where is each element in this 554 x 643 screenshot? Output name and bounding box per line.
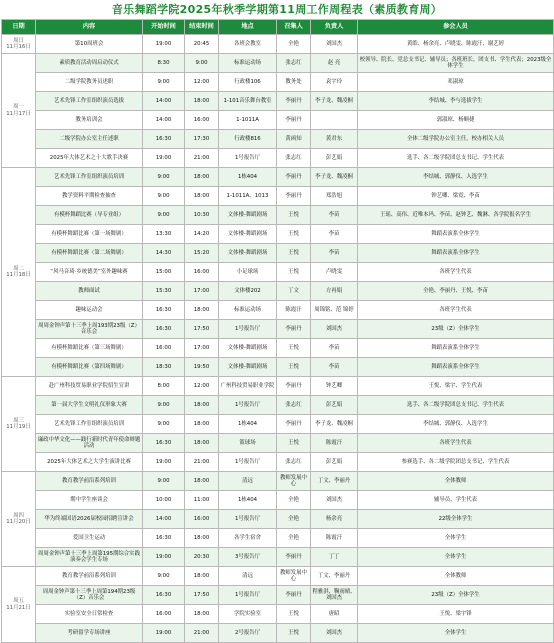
person-in-charge-cell: 郑浩旭 — [311, 187, 358, 206]
person-in-charge-cell: 杨余亮 — [311, 510, 358, 529]
event-content-cell: 教师面试 — [36, 282, 143, 301]
convener-cell: 教务处 — [277, 73, 311, 92]
person-in-charge-cell: 彭艺娟 — [311, 396, 358, 415]
attendees-cell: 全体学生 — [358, 548, 554, 567]
start-time-cell: 14:00 — [143, 111, 185, 130]
start-time-cell: 9:00 — [143, 567, 185, 586]
attendees-cell: 各班学生代表 — [358, 301, 554, 320]
person-in-charge-cell: 李苗 — [311, 358, 358, 377]
end-time-cell: 19:50 — [185, 358, 219, 377]
event-content-cell: 有模杯舞蹈比赛（第四场舞剧） — [36, 358, 143, 377]
start-time-cell: 16:00 — [143, 605, 185, 624]
attendees-cell: 各班学生代表 — [358, 434, 554, 453]
attendees-cell: 李结城、郭静仪、入选学生 — [358, 415, 554, 434]
start-time-cell: 19:00 — [143, 548, 185, 567]
start-time-cell: 14:00 — [143, 92, 185, 111]
table-row — [2, 396, 554, 415]
location-cell: 1-1011A — [219, 111, 277, 130]
schedule-body — [2, 35, 554, 643]
start-time-cell: 14:30 — [143, 244, 185, 263]
person-in-charge-cell: 李子龙、魏凌桐 — [311, 92, 358, 111]
location-cell: 标准运动场 — [219, 54, 277, 73]
attendees-cell: 舞蹈表演系全体学生 — [358, 358, 554, 377]
event-content-cell: 赴广州科技贸易职业学院招生宣讲 — [36, 377, 143, 396]
start-time-cell: 19:00 — [143, 35, 185, 54]
start-time-cell: 9:00 — [143, 206, 185, 225]
day-label: 周日 11月16日 — [2, 35, 36, 54]
attendees-cell: 邓淑琼 — [358, 73, 554, 92]
start-time-cell: 16:30 — [143, 320, 185, 339]
convener-cell: 李丽丹 — [277, 168, 311, 187]
convener-cell: 教师发展中心 — [277, 472, 311, 491]
table-row — [2, 35, 554, 54]
start-time-cell: 16:00 — [143, 339, 185, 358]
day-label: 周二 11月18日 — [2, 168, 36, 377]
attendees-cell: 舞蹈表演系全体学生 — [358, 244, 554, 263]
start-time-cell: 19:00 — [143, 149, 185, 168]
start-time-cell: 15:30 — [143, 282, 185, 301]
location-cell: 行政楼106 — [219, 73, 277, 92]
end-time-cell: 12:00 — [185, 73, 219, 92]
person-in-charge-cell: 陈霞汗 — [311, 434, 358, 453]
end-time-cell: 18:00 — [185, 187, 219, 206]
start-time-cell: 16:30 — [143, 130, 185, 149]
location-cell: 1栋404 — [219, 415, 277, 434]
event-content-cell: 华为终端国语2026届校园招聘宣讲会 — [36, 510, 143, 529]
table-row — [2, 529, 554, 548]
table-row — [2, 130, 554, 149]
event-content-cell: 教育教学前沿系列培训 — [36, 567, 143, 586]
end-time-cell: 20:30 — [185, 548, 219, 567]
convener-cell: 李丽丹 — [277, 320, 311, 339]
start-time-cell: 16:30 — [143, 586, 185, 605]
end-time-cell: 17:00 — [185, 282, 219, 301]
attendees-cell: 王悦、梁宇、学生代表 — [358, 377, 554, 396]
attendees-cell: 辅导员、学生代表 — [358, 491, 554, 510]
day-label: 周四 11月20日 — [2, 472, 36, 567]
convener-cell: 王悦 — [277, 263, 311, 282]
location-cell: 2号报告厅 — [219, 624, 277, 643]
person-in-charge-cell: 刘国杰 — [311, 624, 358, 643]
event-content-cell: 艺术先锋工作室组织演员培训 — [36, 415, 143, 434]
event-content-cell: 2025年大体艺术之大学生演讲比赛 — [36, 453, 143, 472]
day-label: 周五 11月21日 — [2, 567, 36, 643]
attendees-cell: 舞蹈表演系全体学生 — [358, 339, 554, 358]
location-cell: 文体楼-舞蹈剧场 — [219, 358, 277, 377]
event-content-cell: 教学资料平期检查抽查 — [36, 187, 143, 206]
start-time-cell: 13:30 — [143, 225, 185, 244]
person-in-charge-cell: 程雅淇、鞠雨晴、刘国杰 — [311, 586, 358, 605]
location-cell: 文体楼-舞蹈剧场 — [219, 225, 277, 244]
table-row — [2, 187, 554, 206]
table-row — [2, 453, 554, 472]
start-time-cell: 9:00 — [143, 187, 185, 206]
location-cell: 小足球场 — [219, 263, 277, 282]
table-row — [2, 73, 554, 92]
person-in-charge-cell: 赵 亮 — [311, 54, 358, 73]
day-label: 周三 11月19日 — [2, 377, 36, 472]
person-in-charge-cell: 李子龙、魏凌桐 — [311, 168, 358, 187]
end-time-cell: 21:00 — [185, 149, 219, 168]
convener-cell: 李丽丹 — [277, 187, 311, 206]
end-time-cell: 16:00 — [185, 263, 219, 282]
end-time-cell: 18:00 — [185, 415, 219, 434]
person-in-charge-cell: 卢晓雯 — [311, 263, 358, 282]
end-time-cell: 16:00 — [185, 510, 219, 529]
person-in-charge-cell: 唐昭 — [311, 605, 358, 624]
convener-cell: 王悦 — [277, 206, 311, 225]
location-cell: 1-101音乐舞台教室 — [219, 92, 277, 111]
end-time-cell: 15:20 — [185, 244, 219, 263]
location-cell: 各学生宿舍 — [219, 529, 277, 548]
location-cell: 1号报告厅 — [219, 586, 277, 605]
start-time-cell: 9:00 — [143, 415, 185, 434]
attendees-cell: 李结城、李与选拔学生 — [358, 92, 554, 111]
convener-cell: 王悦 — [277, 605, 311, 624]
event-content-cell: 实验室安全日常检查 — [36, 605, 143, 624]
person-in-charge-cell: 李苗 — [311, 225, 358, 244]
start-time-cell: 16:30 — [143, 529, 185, 548]
table-row — [2, 206, 554, 225]
event-content-cell: 周周金钟声第十三季上周第194期23级（Z）音乐会 — [36, 586, 143, 605]
table-row — [2, 54, 554, 73]
table-row — [2, 510, 554, 529]
end-time-cell: 18:00 — [185, 92, 219, 111]
start-time-cell: 8:30 — [143, 54, 185, 73]
attendees-cell: 郭淑琼、杨顺捷 — [358, 111, 554, 130]
attendees-cell: 全艳、李丽丹、王悦、李苗 — [358, 282, 554, 301]
end-time-cell: 16:00 — [185, 111, 219, 130]
convener-cell: 全艳 — [277, 510, 311, 529]
table-row — [2, 605, 554, 624]
header-end-time: 结束时间 — [185, 20, 219, 35]
event-content-cell: 期中学生座谈会 — [36, 491, 143, 510]
event-content-cell: 第10周班会 — [36, 35, 143, 54]
event-content-cell: “风马音琦·乡统德美”室外趣味赛 — [36, 263, 143, 282]
location-cell: 1号报告厅 — [219, 149, 277, 168]
header-attendees: 参会人员 — [358, 20, 554, 35]
table-row — [2, 244, 554, 263]
header-content: 内容 — [36, 20, 143, 35]
end-time-cell: 18:00 — [185, 434, 219, 453]
end-time-cell: 18:00 — [185, 168, 219, 187]
location-cell: 1栋404 — [219, 491, 277, 510]
convener-cell: 教师发展中心 — [277, 567, 311, 586]
person-in-charge-cell: 钟艺卿 — [311, 377, 358, 396]
end-time-cell: 11:00 — [185, 491, 219, 510]
person-in-charge-cell: 陈霞汗 — [311, 529, 358, 548]
convener-cell: 王悦 — [277, 624, 311, 643]
convener-cell: 李丽丹 — [277, 548, 311, 567]
end-time-cell: 12:00 — [185, 377, 219, 396]
table-row — [2, 548, 554, 567]
person-in-charge-cell: 李苗 — [311, 339, 358, 358]
location-cell: 1-1011A、1013 — [219, 187, 277, 206]
start-time-cell: 18:30 — [143, 358, 185, 377]
person-in-charge-cell — [311, 111, 358, 130]
table-row — [2, 339, 554, 358]
attendees-cell: 钟艺卿、梁霓、李苗 — [358, 187, 554, 206]
attendees-cell: 李结城、郭静仪、入选学生 — [358, 168, 554, 187]
end-time-cell: 18:00 — [185, 605, 219, 624]
table-row — [2, 624, 554, 643]
start-time-cell: 16:30 — [143, 434, 185, 453]
event-content-cell: 教育教学前沿系列培训 — [36, 472, 143, 491]
table-row — [2, 225, 554, 244]
attendees-cell: 王悦、梁宇锋 — [358, 605, 554, 624]
event-content-cell: 二级学院办公室主任述职 — [36, 130, 143, 149]
attendees-cell: 22级全体学生 — [358, 510, 554, 529]
table-row — [2, 415, 554, 434]
attendees-cell: 全体二级学院办公室主任，校办相关人员 — [358, 130, 554, 149]
attendees-cell: 全体教师 — [358, 567, 554, 586]
event-content-cell: 2025年大体艺术之十大歌手决赛 — [36, 149, 143, 168]
location-cell: 文体楼202 — [219, 282, 277, 301]
attendees-cell: 参赛选手、各二级学院团总支书记、学生代表 — [358, 453, 554, 472]
event-content-cell: 素质教育活动周启动仪式 — [36, 54, 143, 73]
start-time-cell: 9:00 — [143, 168, 185, 187]
convener-cell: 李丽丹 — [277, 377, 311, 396]
table-row — [2, 586, 554, 605]
location-cell: 标准运动场 — [219, 301, 277, 320]
table-row — [2, 358, 554, 377]
start-time-cell: 14:00 — [143, 510, 185, 529]
table-row — [2, 377, 554, 396]
table-row — [2, 491, 554, 510]
convener-cell: 王悦 — [277, 339, 311, 358]
convener-cell: 全艳 — [277, 529, 311, 548]
end-time-cell: 17:50 — [185, 320, 219, 339]
start-time-cell: 15:00 — [143, 263, 185, 282]
header-person-in-charge: 负责人 — [311, 20, 358, 35]
table-row — [2, 472, 554, 491]
start-time-cell: 9:00 — [143, 73, 185, 92]
event-content-cell: 廉政中华文化——践行新时代青年使命辩题活动 — [36, 434, 143, 453]
start-time-cell: 19:00 — [143, 453, 185, 472]
attendees-cell: 全体学生 — [358, 624, 554, 643]
person-in-charge-cell: 彭艺娟 — [311, 453, 358, 472]
location-cell: 文体楼-舞蹈剧场 — [219, 206, 277, 225]
table-row — [2, 434, 554, 453]
event-content-cell: 有模杯舞蹈比赛（第一场舞剧） — [36, 225, 143, 244]
event-content-cell: 爱国卫生运动 — [36, 529, 143, 548]
convener-cell: 李丽丹 — [277, 92, 311, 111]
event-content-cell: 考研留学专场讲座 — [36, 624, 143, 643]
convener-cell: 张志红 — [277, 453, 311, 472]
start-time-cell: 9:00 — [143, 472, 185, 491]
end-time-cell: 14:20 — [185, 225, 219, 244]
table-row — [2, 301, 554, 320]
table-row — [2, 567, 554, 586]
header-convener: 召集人 — [277, 20, 311, 35]
person-in-charge-cell: 黄君东 — [311, 130, 358, 149]
convener-cell: 陈霞汗 — [277, 301, 311, 320]
location-cell: 1栋404 — [219, 168, 277, 187]
end-time-cell: 21:00 — [185, 453, 219, 472]
person-in-charge-cell: 丁文、李丽丹 — [311, 567, 358, 586]
location-cell: 行政楼816 — [219, 130, 277, 149]
person-in-charge-cell: 刘国杰 — [311, 320, 358, 339]
end-time-cell: 18:00 — [185, 301, 219, 320]
end-time-cell: 21:00 — [185, 624, 219, 643]
end-time-cell: 17:30 — [185, 130, 219, 149]
person-in-charge-cell: 袁宇玲 — [311, 73, 358, 92]
header-start-time: 开始时间 — [143, 20, 185, 35]
location-cell: 1号报告厅 — [219, 320, 277, 339]
location-cell: 1号报告厅 — [219, 396, 277, 415]
person-in-charge-cell: 方再娟 — [311, 282, 358, 301]
convener-cell: 黄函知 — [277, 130, 311, 149]
end-time-cell: 10:30 — [185, 206, 219, 225]
event-content-cell: 艺术先锋工作室组织演员选拔 — [36, 92, 143, 111]
start-time-cell: 8:00 — [143, 377, 185, 396]
location-cell: 学院实验室 — [219, 605, 277, 624]
convener-cell: 全艳 — [277, 35, 311, 54]
person-in-charge-cell: 刘国杰 — [311, 491, 358, 510]
attendees-cell: 选手、各二级学院团总支书记、学生代表 — [358, 149, 554, 168]
header-location: 地点 — [219, 20, 277, 35]
page-title: 音乐舞蹈学院2025年秋季学期第11周工作周程表（素质教育周） — [111, 3, 443, 16]
table-row — [2, 111, 554, 130]
event-content-cell: 有模杯舞蹈比赛（导专业组） — [36, 206, 143, 225]
attendees-cell: 23级（Z）全体学生 — [358, 586, 554, 605]
start-time-cell: 19:00 — [143, 624, 185, 643]
convener-cell: 全艳 — [277, 491, 311, 510]
end-time-cell: 18:00 — [185, 529, 219, 548]
convener-cell: 王悦 — [277, 434, 311, 453]
event-content-cell: 周周金钟声第十三季上周第195期综合实践演奏会学生专场 — [36, 548, 143, 567]
person-in-charge-cell: 刘国杰 — [311, 35, 358, 54]
person-in-charge-cell: 李苗 — [311, 206, 358, 225]
attendees-cell: 23级（Z）全体学生 — [358, 320, 554, 339]
end-time-cell: 17:50 — [185, 586, 219, 605]
event-content-cell: 二级学院教务员述职 — [36, 73, 143, 92]
table-row — [2, 149, 554, 168]
event-content-cell: 有模杯舞蹈比赛（第二场舞剧） — [36, 244, 143, 263]
person-in-charge-cell: 丁文、李丽丹 — [311, 472, 358, 491]
table-row — [2, 263, 554, 282]
location-cell: 篮球场 — [219, 434, 277, 453]
attendees-cell: 舞蹈表演系全体学生 — [358, 225, 554, 244]
person-in-charge-cell: 李苗 — [311, 244, 358, 263]
attendees-cell: 全体学生 — [358, 529, 554, 548]
location-cell: 各班会教室 — [219, 35, 277, 54]
location-cell: 广州科技贸易职业学院 — [219, 377, 277, 396]
location-cell: 1号报告厅 — [219, 453, 277, 472]
location-cell: 清远 — [219, 567, 277, 586]
attendees-cell: 全体教师 — [358, 472, 554, 491]
person-in-charge-cell: 彭艺娟 — [311, 149, 358, 168]
convener-cell: 丁文 — [277, 282, 311, 301]
convener-cell: 李丽丹 — [277, 111, 311, 130]
convener-cell: 王悦 — [277, 244, 311, 263]
convener-cell: 李丽丹 — [277, 415, 311, 434]
location-cell: 3号报告厅 — [219, 548, 277, 567]
start-time-cell: 16:30 — [143, 301, 185, 320]
location-cell: 1号报告厅 — [219, 510, 277, 529]
table-row — [2, 282, 554, 301]
end-time-cell: 20:45 — [185, 35, 219, 54]
convener-cell: 王悦 — [277, 225, 311, 244]
header-row — [2, 20, 554, 35]
attendees-cell: 王瑶、高伟、近唯本玛、李苗、赵钟艺、魏淋、各学院报名学生 — [358, 206, 554, 225]
person-in-charge-cell: 周锦铭、范 锦婷 — [311, 301, 358, 320]
convener-cell: 王悦 — [277, 358, 311, 377]
convener-cell: 李丽丹 — [277, 586, 311, 605]
event-content-cell: 第一届大学生文明礼仪形象大赛 — [36, 396, 143, 415]
event-content-cell: 周周金钟声第十三季上周193期23级（Z）音乐会 — [36, 320, 143, 339]
attendees-cell: 选手、各二级学院团总支书记、学生代表 — [358, 396, 554, 415]
end-time-cell: 18:00 — [185, 472, 219, 491]
attendees-cell: 黄皓、杨余亮、卢晓雯、陈霞汗、谢艺婷 — [358, 35, 554, 54]
table-row — [2, 92, 554, 111]
convener-cell: 张志红 — [277, 54, 311, 73]
start-time-cell: 10:00 — [143, 491, 185, 510]
location-cell: 文体楼-舞蹈剧场 — [219, 339, 277, 358]
attendees-cell: 校领导、院长、党总支书记、辅导员；各班班长、团支书、学生代表；2023级全体学生 — [358, 54, 554, 73]
attendees-cell: 各班学生代表 — [358, 263, 554, 282]
header-date: 日期 — [2, 20, 36, 35]
event-content-cell: 有模杯舞蹈比赛（第三场舞剧） — [36, 339, 143, 358]
event-content-cell: 艺术先锋工作室组织演员培训 — [36, 168, 143, 187]
start-time-cell: 9:00 — [143, 396, 185, 415]
table-row — [2, 320, 554, 339]
person-in-charge-cell: 丁丁 — [311, 548, 358, 567]
end-time-cell: 18:00 — [185, 567, 219, 586]
location-cell: 文体楼-舞蹈剧场 — [219, 244, 277, 263]
end-time-cell: 9:00 — [185, 54, 219, 73]
schedule-table — [1, 19, 554, 643]
location-cell: 清远 — [219, 472, 277, 491]
day-label: 周一 11月17日 — [2, 54, 36, 168]
convener-cell: 张志红 — [277, 396, 311, 415]
person-in-charge-cell: 李子龙、魏凌桐 — [311, 415, 358, 434]
convener-cell: 张志红 — [277, 149, 311, 168]
event-content-cell: 趣味运动会 — [36, 301, 143, 320]
end-time-cell: 17:00 — [185, 339, 219, 358]
event-content-cell: 教务培训会 — [36, 111, 143, 130]
table-row — [2, 168, 554, 187]
end-time-cell: 18:00 — [185, 396, 219, 415]
